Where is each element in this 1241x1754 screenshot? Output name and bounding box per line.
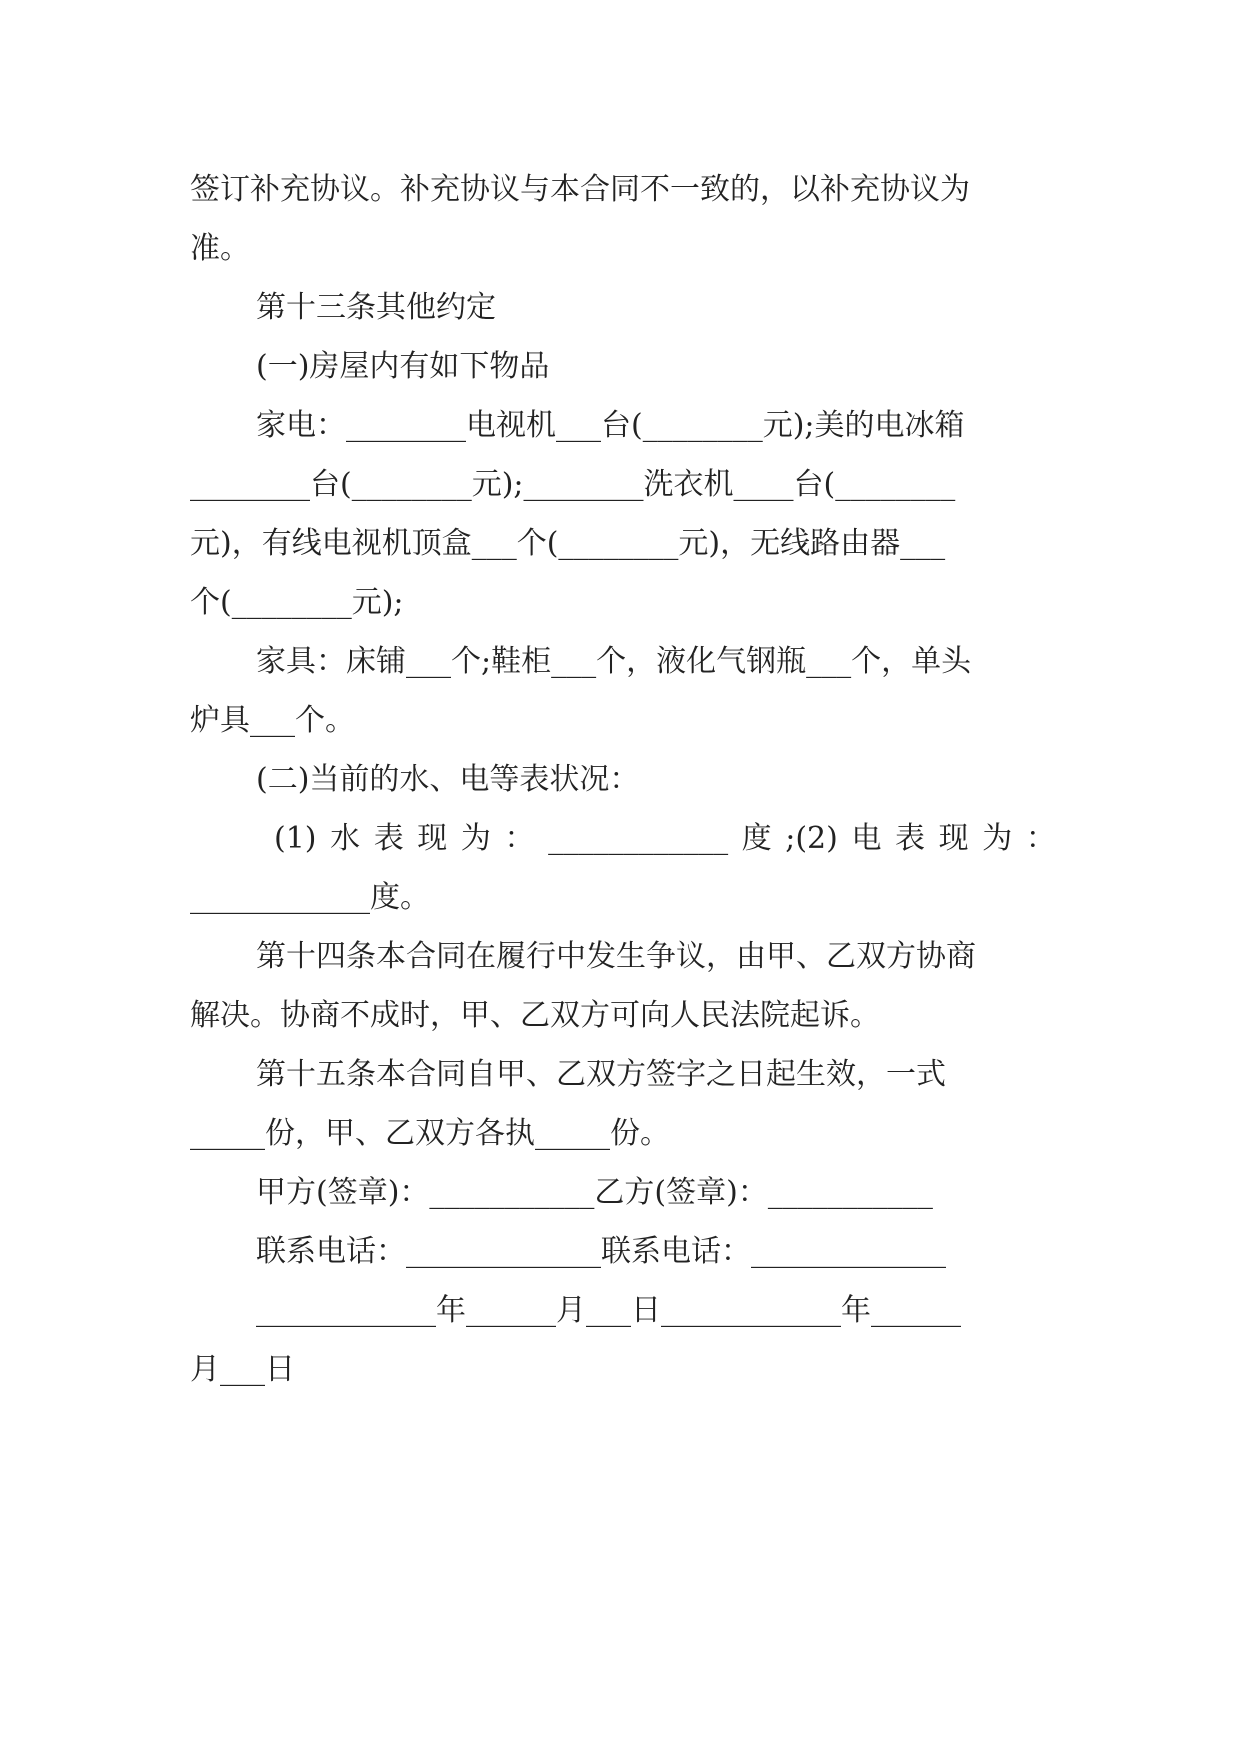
meter-token: (1) [274,821,317,856]
article-14: 第十四条本合同在履行中发生争议，由甲、乙双方协商 [256,939,976,974]
appliances-line: ________台(________元);________洗衣机____台(________ [190,467,956,502]
appliances-line: 元)，有线电视机顶盒___个(________元)，无线路由器___ [190,526,946,561]
article-13-heading: 第十三条其他约定 [256,290,496,325]
contract-text [190,160,1056,1399]
meter-token: 表 [895,821,926,856]
furniture-line: 家具：床铺___个;鞋柜___个，液化气钢瓶___个，单头 [256,644,972,679]
meter-token: ： [504,821,535,856]
appliances-line: 家电：________电视机___台(________元);美的电冰箱 [256,408,965,443]
appliances-line: 个(________元); [190,585,404,620]
meter-token: 度 [741,821,772,856]
phone-line: 联系电话：_____________联系电话：_____________ [256,1234,946,1269]
article-15: 第十五条本合同自甲、乙双方签字之日起生效，一式 [256,1057,946,1092]
meter-token: 表 [373,821,404,856]
meter-token: 现 [417,821,448,856]
meter-token: 为 [982,821,1013,856]
date-line: ____________年______月___日____________年______ [256,1293,961,1328]
meter-token: 为 [460,821,491,856]
meter-token: ： [1025,821,1056,856]
meter-token: 现 [938,821,969,856]
meter-readings-line [190,809,1056,868]
text-line: 准。 [190,231,250,266]
meter-readings-line: ____________度。 [190,880,430,915]
article-14: 解决。协商不成时，甲、乙双方可向人民法院起诉。 [190,998,880,1033]
meter-token: ;(2) [785,821,838,856]
furniture-line: 炉具___个。 [190,703,355,738]
signature-line: 甲方(签章)：___________乙方(签章)：___________ [256,1175,933,1210]
meter-token: 水 [330,821,361,856]
meter-token: 电 [851,821,882,856]
meters-heading: (二)当前的水、电等表状况： [256,762,640,797]
clause-items-heading: (一)房屋内有如下物品 [256,349,550,384]
article-15: _____份，甲、乙双方各执_____份。 [190,1116,670,1151]
text-line: 签订补充协议。补充协议与本合同不一致的，以补充协议为 [190,172,970,207]
meter-token: ____________ [548,821,729,856]
date-line: 月___日 [190,1352,295,1387]
